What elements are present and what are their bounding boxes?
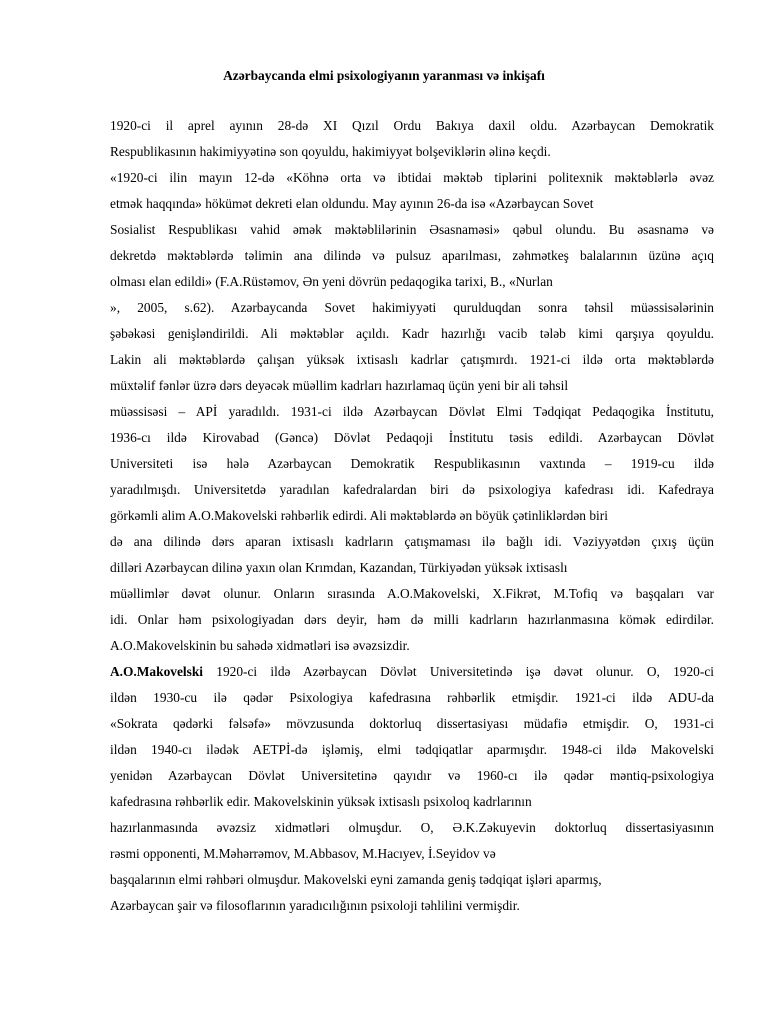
text-line: kafedrasına rəhbərlik edir. Makovelskinin yüksək ixtisaslı psixoloq kadrlarının	[110, 794, 532, 809]
text-line: də ana dilində dərs aparan ixtisaslı kadrların çatışmaması ilə bağlı idi. Vəziyyətdən çıxış üçün	[110, 534, 714, 549]
text-line: müəllimlər dəvət olunur. Onların sırasında A.O.Makovelski, X.Fikrət, M.Tofiq və başqaları var	[110, 586, 714, 601]
text-line: », 2005, s.62). Azərbaycanda Sovet hakimiyyəti qurulduqdan sonra təhsil müəssisələrinin	[110, 300, 714, 315]
text-line: şəbəkəsi genişləndirildi. Ali məktəblər açıldı. Kadr hazırlığı vacib tələb kimi qarşıya qoyuldu.	[110, 326, 714, 341]
text-line: Azərbaycan şair və filosoflarının yaradıcılığının psixoloji təhlilini vermişdir.	[110, 898, 520, 913]
text-line: Sosialist Respublikası vahid əmək məktəblilərinin Əsasnaməsi» qəbul olundu. Bu əsasnamə və	[110, 222, 714, 237]
text-line: görkəmli alim A.O.Makovelski rəhbərlik edirdi. Ali məktəblərdə ən böyük çətinliklərdən biri	[110, 508, 608, 523]
text-line: hazırlanmasında əvəzsiz xidmətləri olmuşdur. O, Ə.K.Zəkuyevin doktorluq dissertasiyasının	[110, 820, 714, 835]
text-line: ildən 1940-cı ilədək AETPİ-də işləmiş, elmi tədqiqatlar aparmışdır. 1948-ci ildə Makovelski	[110, 742, 714, 757]
text-line: rəsmi opponenti, M.Məhərrəmov, M.Abbasov, M.Hacıyev, İ.Seyidov və	[110, 846, 496, 861]
text-line: 1936-cı ildə Kirovabad (Gəncə) Dövlət Pedaqoji İnstitutu təsis edildi. Azərbaycan Dövlət	[110, 430, 714, 445]
text-line: idi. Onlar həm psixologiyadan dərs deyir, həm də milli kadrların hazırlanmasına kömək edirdilər.	[110, 612, 714, 627]
text-line: A.O.Makovelskinin bu sahədə xidmətləri isə əvəzsizdir.	[110, 638, 410, 653]
text-line: yaradılmışdı. Universitetdə yaradılan kafedralardan biri də psixologiya kafedrası idi. Kafedraya	[110, 482, 714, 497]
text-line: «Sokrata qədərki fəlsəfə» mövzusunda doktorluq dissertasiyası müdafiə etmişdir. O, 1931-ci	[110, 716, 714, 731]
text-line: Universiteti isə hələ Azərbaycan Demokratik Respublikasının vaxtında – 1919-cu ildə	[110, 456, 714, 471]
text-line: başqalarının elmi rəhbəri olmuşdur. Makovelski eyni zamanda geniş tədqiqat işləri aparmış,	[110, 872, 602, 887]
paragraph-2-first-line	[110, 664, 714, 690]
author-name-bold: A.O.Makovelski	[110, 664, 203, 679]
text-line: «1920-ci ilin mayın 12-də «Köhnə orta və ibtidai məktəb tiplərini politexnik məktəblərlə əvəz	[110, 170, 714, 185]
document-body	[110, 118, 714, 924]
text-line: yenidən Azərbaycan Dövlət Universitetinə qayıdır və 1960-cı ilə qədər məntiq-psixologiya	[110, 768, 714, 783]
text-line: olması elan edildi» (F.A.Rüstəmov, Ən yeni dövrün pedaqogika tarixi, B., «Nurlan	[110, 274, 553, 289]
document-title: Azərbaycanda elmi psixologiyanın yaranması və inkişafı	[223, 68, 545, 83]
text-line: etmək haqqında» hökümət dekreti elan oldundu. May ayının 26-da isə «Azərbaycan Sovet	[110, 196, 594, 211]
text-line: dilləri Azərbaycan dilinə yaxın olan Krımdan, Kazandan, Türkiyədən yüksək ixtisaslı	[110, 560, 568, 575]
text-line: ildən 1930-cu ilə qədər Psixologiya kafedrasına rəhbərlik etmişdir. 1921-ci ildə ADU-da	[110, 690, 714, 705]
text-line: müxtəlif fənlər üzrə dərs deyəcək müəllim kadrları hazırlamaq üçün yeni bir ali təhsil	[110, 378, 569, 393]
text-line: Respublikasının hakimiyyətinə son qoyuldu, hakimiyyət bolşeviklərin əlinə keçdi.	[110, 144, 551, 159]
text-line: müəssisəsi – APİ yaradıldı. 1931-ci ildə Azərbaycan Dövlət Elmi Tədqiqat Pedaqogika İnstitutu,	[110, 404, 714, 419]
text-span: 1920-ci ildə Azərbaycan Dövlət Universitetində işə dəvət olunur. O, 1920-ci	[203, 664, 714, 679]
text-line: 1920-ci il aprel ayının 28-də XI Qızıl Ordu Bakıya daxil oldu. Azərbaycan Demokratik	[110, 118, 714, 133]
text-line: Lakin ali məktəblərdə çalışan yüksək ixtisaslı kadrlar çatışmırdı. 1921-ci ildə orta məktəblərdə	[110, 352, 714, 367]
text-line: dekretdə məktəblərdə təlimin ana dilində və pulsuz aparılması, zəhmətkeş balalarının üzünə açıq	[110, 248, 714, 263]
